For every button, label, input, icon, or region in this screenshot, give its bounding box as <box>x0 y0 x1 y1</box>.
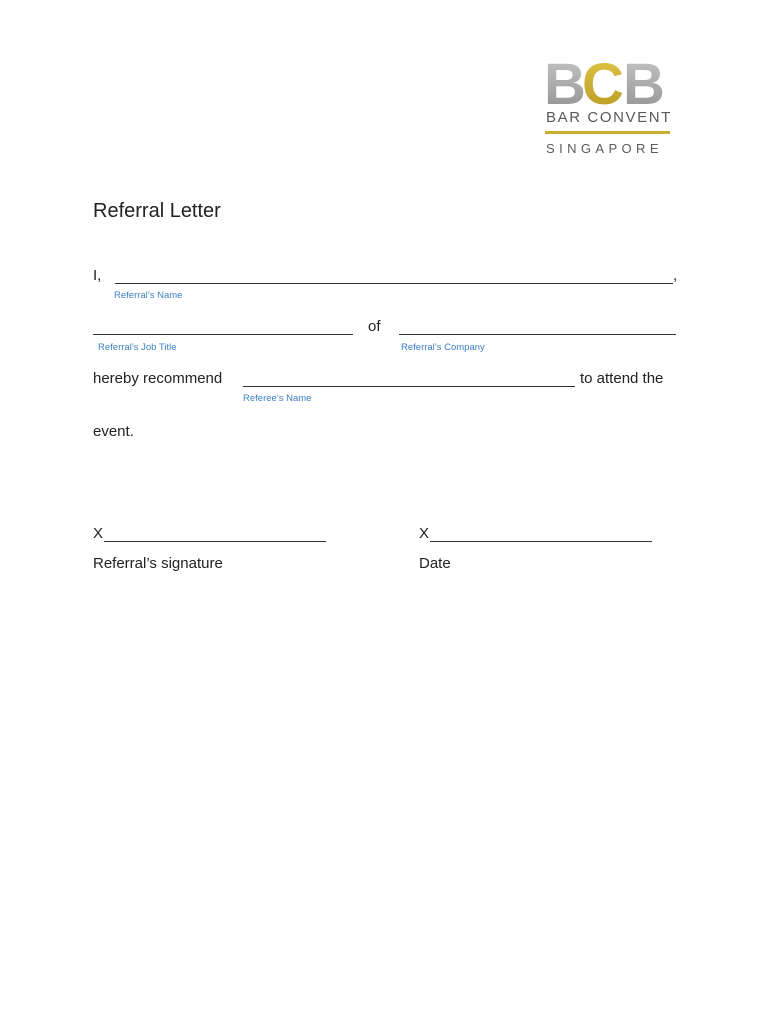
bcb-logo <box>544 56 674 160</box>
page-title: Referral Letter <box>93 200 221 222</box>
referee-name-hint: Referee’s Name <box>243 393 312 404</box>
referral-name-hint: Referral’s Name <box>114 290 183 301</box>
line3-suffix: to attend the <box>580 370 664 387</box>
referral-signature-label: Referral’s signature <box>93 555 223 572</box>
referral-job-title-field[interactable] <box>93 334 353 335</box>
svg-text:B: B <box>544 56 580 108</box>
line3-prefix: hereby recommend <box>93 370 223 387</box>
referral-name-field[interactable] <box>115 283 673 284</box>
svg-text:C: C <box>582 56 618 108</box>
date-field[interactable] <box>430 541 652 542</box>
referral-company-hint: Referral’s Company <box>401 342 485 353</box>
logo-rule <box>545 131 670 134</box>
date-label: Date <box>419 555 451 572</box>
bcb-letters-graphic <box>544 56 674 108</box>
signature-mark-left: X <box>93 525 104 542</box>
referee-name-field[interactable] <box>243 386 575 387</box>
referral-signature-field[interactable] <box>104 541 326 542</box>
svg-text:B: B <box>623 56 659 108</box>
referral-company-field[interactable] <box>399 334 676 335</box>
line1-suffix: , <box>673 267 678 284</box>
line2-connector: of <box>368 318 381 335</box>
logo-name: BAR CONVENT <box>546 109 672 126</box>
logo-location: SINGAPORE <box>546 141 663 156</box>
signature-mark-right: X <box>419 525 430 542</box>
line1-prefix: I, <box>93 267 102 284</box>
referral-job-title-hint: Referral’s Job Title <box>98 342 177 353</box>
line4-text: event. <box>93 423 134 440</box>
